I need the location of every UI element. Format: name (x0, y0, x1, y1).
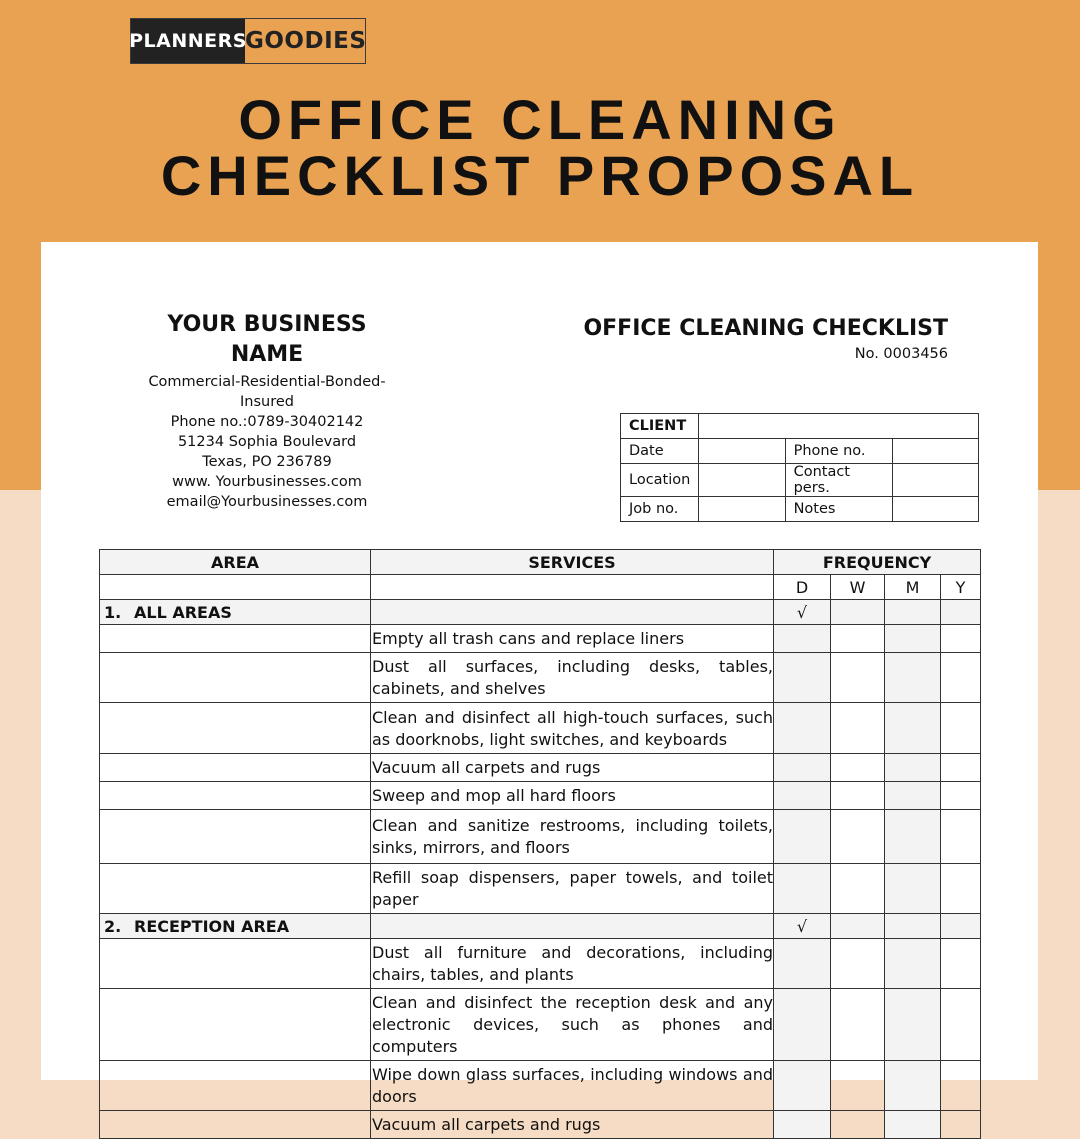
freq-monthly-header: M (885, 575, 941, 600)
frequency-check-cell[interactable] (885, 625, 941, 653)
frequency-check-cell[interactable] (941, 914, 981, 939)
date-label: Date (621, 439, 699, 464)
business-city: Texas, PO 236789 (202, 454, 332, 470)
checklist-body (100, 600, 981, 1139)
service-row (100, 989, 981, 1061)
checklist-header-row (100, 550, 981, 575)
service-text: Dust all furniture and decorations, including chairs, tables, and plants (371, 939, 774, 989)
client-row (621, 439, 979, 464)
area-header: AREA (100, 550, 371, 575)
frequency-check-cell[interactable] (774, 864, 831, 914)
business-email: email@Yourbusinesses.com (166, 494, 368, 510)
frequency-check-cell[interactable]: √ (774, 914, 831, 939)
business-phone: Phone no.:0789-30402142 (170, 414, 364, 430)
frequency-check-cell[interactable] (774, 782, 831, 810)
business-info (133, 310, 401, 512)
frequency-check-cell[interactable] (831, 810, 885, 864)
blank-cell (100, 1111, 371, 1139)
service-row (100, 810, 981, 864)
checklist-table (99, 549, 981, 1139)
blank-cell (371, 600, 774, 625)
area-row (100, 600, 981, 625)
business-street: 51234 Sophia Boulevard (177, 434, 357, 450)
document-number: No. 0003456 (854, 346, 948, 362)
document-title: OFFICE CLEANING CHECKLIST (583, 316, 948, 341)
client-label: CLIENT (621, 414, 699, 439)
frequency-check-cell[interactable] (885, 864, 941, 914)
freq-weekly-header: W (831, 575, 885, 600)
brand-logo-right: GOODIES (245, 28, 367, 54)
frequency-check-cell[interactable] (941, 754, 981, 782)
frequency-check-cell[interactable] (774, 1061, 831, 1111)
client-row (621, 414, 979, 439)
frequency-check-cell[interactable] (941, 653, 981, 703)
service-row (100, 1111, 981, 1139)
document-header (583, 315, 948, 365)
date-field[interactable] (699, 439, 785, 464)
brand-logo-left: PLANNERS (131, 19, 245, 63)
frequency-check-cell[interactable] (885, 782, 941, 810)
frequency-check-cell[interactable] (941, 625, 981, 653)
blank-cell (100, 653, 371, 703)
frequency-check-cell[interactable] (941, 939, 981, 989)
frequency-check-cell[interactable] (831, 625, 885, 653)
client-table (620, 413, 979, 522)
service-text: Refill soap dispensers, paper towels, and toilet paper (371, 864, 774, 914)
services-header: SERVICES (371, 550, 774, 575)
frequency-check-cell[interactable] (885, 600, 941, 625)
area-number: 1. (104, 602, 122, 622)
frequency-check-cell[interactable] (831, 782, 885, 810)
service-text: Vacuum all carpets and rugs (371, 754, 774, 782)
frequency-check-cell[interactable] (831, 1061, 885, 1111)
frequency-check-cell[interactable] (941, 600, 981, 625)
frequency-check-cell[interactable] (774, 989, 831, 1061)
frequency-check-cell[interactable] (774, 703, 831, 754)
phone-field[interactable] (892, 439, 978, 464)
freq-yearly-header: Y (941, 575, 981, 600)
service-row (100, 625, 981, 653)
frequency-check-cell[interactable] (831, 600, 885, 625)
area-row (100, 914, 981, 939)
blank-cell (100, 810, 371, 864)
freq-daily-header: D (774, 575, 831, 600)
blank-cell (100, 864, 371, 914)
location-label: Location (621, 464, 699, 497)
service-text: Clean and sanitize restrooms, including toilets, sinks, mirrors, and floors (371, 810, 774, 864)
frequency-check-cell[interactable] (831, 1111, 885, 1139)
area-name (100, 914, 371, 939)
frequency-check-cell[interactable] (885, 1111, 941, 1139)
blank-cell (100, 754, 371, 782)
location-field[interactable] (699, 464, 785, 497)
service-text: Empty all trash cans and replace liners (371, 625, 774, 653)
service-row (100, 1061, 981, 1111)
frequency-check-cell[interactable] (941, 1111, 981, 1139)
area-label: RECEPTION AREA (134, 916, 290, 936)
frequency-check-cell[interactable] (831, 989, 885, 1061)
notes-field[interactable] (892, 497, 978, 522)
blank-cell (371, 914, 774, 939)
frequency-check-cell[interactable] (774, 810, 831, 864)
service-row (100, 939, 981, 989)
frequency-check-cell[interactable] (831, 914, 885, 939)
frequency-check-cell[interactable] (941, 810, 981, 864)
blank-cell (100, 939, 371, 989)
blank-cell (100, 625, 371, 653)
blank-cell (371, 575, 774, 600)
job-label: Job no. (621, 497, 699, 522)
client-field[interactable] (699, 414, 979, 439)
blank-cell (100, 1061, 371, 1111)
blank-cell (100, 575, 371, 600)
blank-cell (100, 703, 371, 754)
frequency-check-cell[interactable] (774, 754, 831, 782)
blank-cell (100, 782, 371, 810)
document-sheet (41, 242, 1038, 1134)
frequency-check-cell[interactable] (774, 653, 831, 703)
service-row (100, 864, 981, 914)
frequency-check-cell[interactable] (885, 754, 941, 782)
page-title (0, 88, 1080, 207)
frequency-check-cell[interactable]: √ (774, 600, 831, 625)
frequency-check-cell[interactable] (831, 754, 885, 782)
service-text: Clean and disinfect the reception desk and any electronic devices, such as phones and computers (371, 989, 774, 1061)
frequency-check-cell[interactable] (941, 782, 981, 810)
business-tagline: Commercial-Residential-Bonded-Insured (148, 374, 386, 410)
frequency-check-cell[interactable] (831, 864, 885, 914)
area-name (100, 600, 371, 625)
service-text: Wipe down glass surfaces, including windows and doors (371, 1061, 774, 1111)
service-row (100, 754, 981, 782)
frequency-header: FREQUENCY (774, 550, 981, 575)
area-label: ALL AREAS (134, 602, 232, 622)
page-title-line-1: OFFICE CLEANING (238, 88, 842, 151)
frequency-check-cell[interactable] (885, 989, 941, 1061)
job-field[interactable] (699, 497, 785, 522)
frequency-check-cell[interactable] (885, 939, 941, 989)
service-row (100, 782, 981, 810)
contact-label: Contact pers. (785, 464, 892, 497)
phone-label: Phone no. (785, 439, 892, 464)
brand-logo (130, 18, 366, 64)
frequency-check-cell[interactable] (885, 1061, 941, 1111)
frequency-subheader-row (100, 575, 981, 600)
business-website: www. Yourbusinesses.com (172, 474, 362, 490)
frequency-check-cell[interactable] (774, 1111, 831, 1139)
blank-cell (100, 989, 371, 1061)
service-text: Vacuum all carpets and rugs (371, 1111, 774, 1139)
frequency-check-cell[interactable] (831, 653, 885, 703)
service-text: Sweep and mop all hard floors (371, 782, 774, 810)
frequency-check-cell[interactable] (941, 864, 981, 914)
client-row (621, 497, 979, 522)
frequency-check-cell[interactable] (885, 810, 941, 864)
service-row (100, 653, 981, 703)
frequency-check-cell[interactable] (885, 914, 941, 939)
frequency-check-cell[interactable] (941, 1061, 981, 1111)
service-row (100, 703, 981, 754)
business-name: YOUR BUSINESS NAME (167, 312, 367, 367)
frequency-check-cell[interactable] (885, 653, 941, 703)
frequency-check-cell[interactable] (885, 703, 941, 754)
area-number: 2. (104, 916, 122, 936)
frequency-check-cell[interactable] (941, 989, 981, 1061)
service-text: Clean and disinfect all high-touch surfaces, such as doorknobs, light switches, and keyboards (371, 703, 774, 754)
client-row (621, 464, 979, 497)
frequency-check-cell[interactable] (831, 939, 885, 989)
service-text: Dust all surfaces, including desks, tables, cabinets, and shelves (371, 653, 774, 703)
frequency-check-cell[interactable] (831, 703, 885, 754)
frequency-check-cell[interactable] (774, 625, 831, 653)
contact-field[interactable] (892, 464, 978, 497)
frequency-check-cell[interactable] (774, 939, 831, 989)
page-title-line-2: CHECKLIST PROPOSAL (160, 144, 920, 207)
frequency-check-cell[interactable] (941, 703, 981, 754)
notes-label: Notes (785, 497, 892, 522)
